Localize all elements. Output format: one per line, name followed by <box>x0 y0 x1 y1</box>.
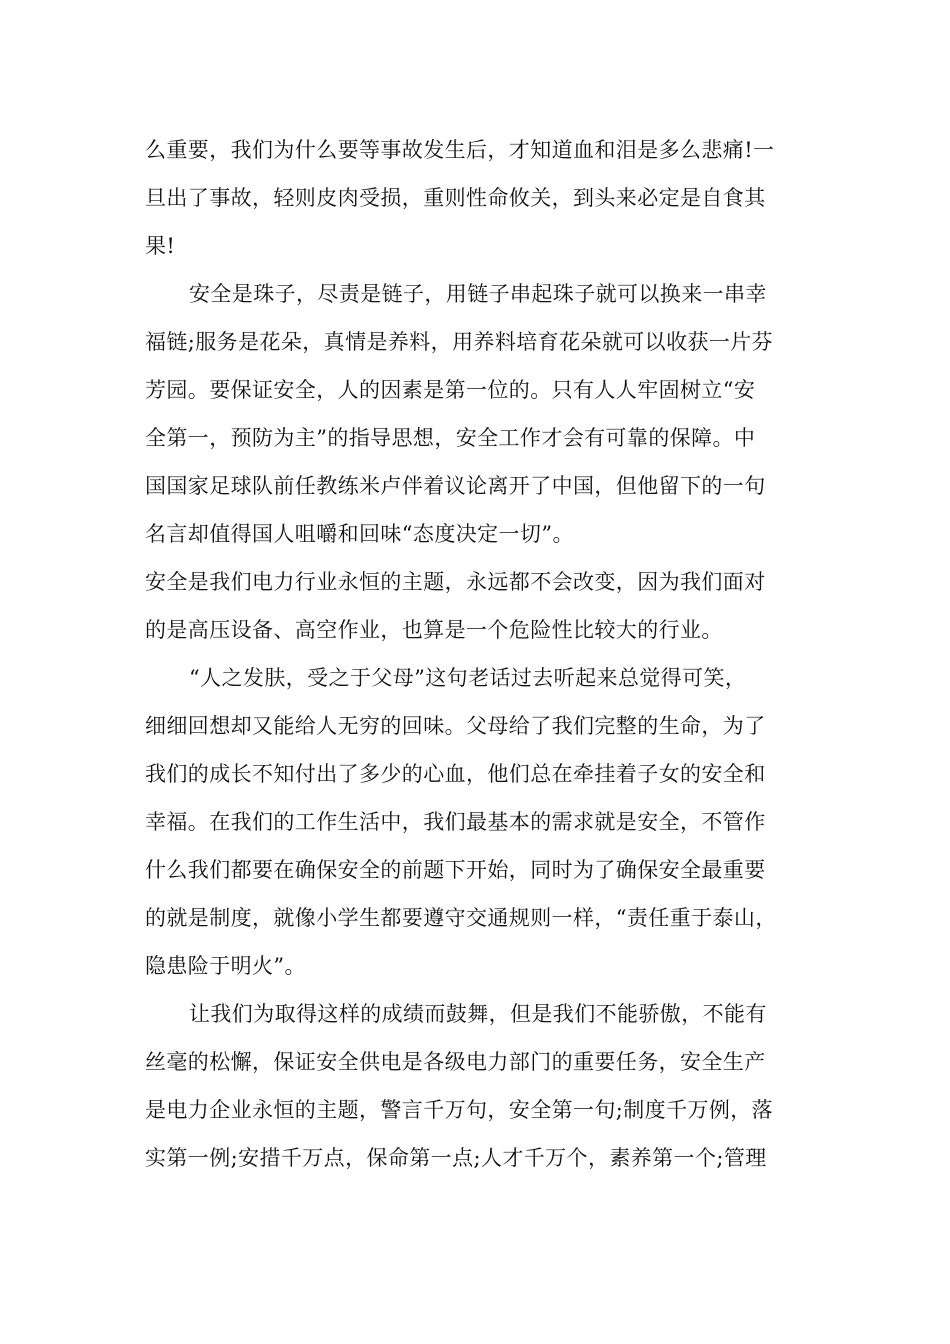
text-line: 让我们为取得这样的成绩而鼓舞，但是我们不能骄傲，不能有 <box>189 1002 767 1026</box>
text-line: 实第一例;安措千万点，保命第一点;人才千万个，素养第一个;管理 <box>145 1146 767 1170</box>
text-line: 安全是我们电力行业永恒的主题，永远都不会改变，因为我们面对 <box>145 570 766 594</box>
text-line: 我们的成长不知付出了多少的心血，他们总在牵挂着子女的安全和 <box>145 762 766 786</box>
paragraph <box>145 990 810 1182</box>
text-line: 幸福。在我们的工作生活中，我们最基本的需求就是安全，不管作 <box>145 810 766 834</box>
text-line: 安全是珠子，尽责是链子，用链子串起珠子就可以换来一串幸 <box>189 282 767 306</box>
document-body <box>145 126 810 1182</box>
text-line: 名言却值得国人咀嚼和回味“态度决定一切”。 <box>145 522 574 546</box>
paragraph <box>145 126 810 270</box>
text-line: 的就是制度，就像小学生都要遵守交通规则一样，“责任重于泰山， <box>145 906 777 930</box>
text-line: 是电力企业永恒的主题，警言千万句，安全第一句;制度千万例，落 <box>145 1098 774 1122</box>
text-line: 芳园。要保证安全，人的因素是第一位的。只有人人牢固树立“安 <box>145 378 756 402</box>
text-line: 果! <box>145 234 176 258</box>
paragraph <box>145 270 810 558</box>
text-line: 旦出了事故，轻则皮肉受损，重则性命攸关，到头来必定是自食其 <box>145 186 766 210</box>
paragraph <box>145 558 810 654</box>
text-line: 的是高压设备、高空作业，也算是一个危险性比较大的行业。 <box>145 618 723 642</box>
text-line: 丝毫的松懈，保证安全供电是各级电力部门的重要任务，安全生产 <box>145 1050 766 1074</box>
text-line: 么重要，我们为什么要等事故发生后，才知道血和泪是多么悲痛!一 <box>145 138 775 162</box>
text-line: 全第一，预防为主”的指导思想，安全工作才会有可靠的保障。中 <box>145 426 756 450</box>
text-line: 福链;服务是花朵，真情是养料，用养料培育花朵就可以收获一片芬 <box>145 330 774 354</box>
text-line: 什么我们都要在确保安全的前题下开始，同时为了确保安全最重要 <box>145 858 766 882</box>
text-line: 国国家足球队前任教练米卢伴着议论离开了中国，但他留下的一句 <box>145 474 766 498</box>
text-line: 隐患险于明火”。 <box>145 954 306 978</box>
text-line: 细细回想却又能给人无穷的回味。父母给了我们完整的生命，为了 <box>145 714 766 738</box>
text-line: “人之发肤，受之于父母”这句老话过去听起来总觉得可笑， <box>189 666 747 690</box>
paragraph <box>145 654 810 990</box>
